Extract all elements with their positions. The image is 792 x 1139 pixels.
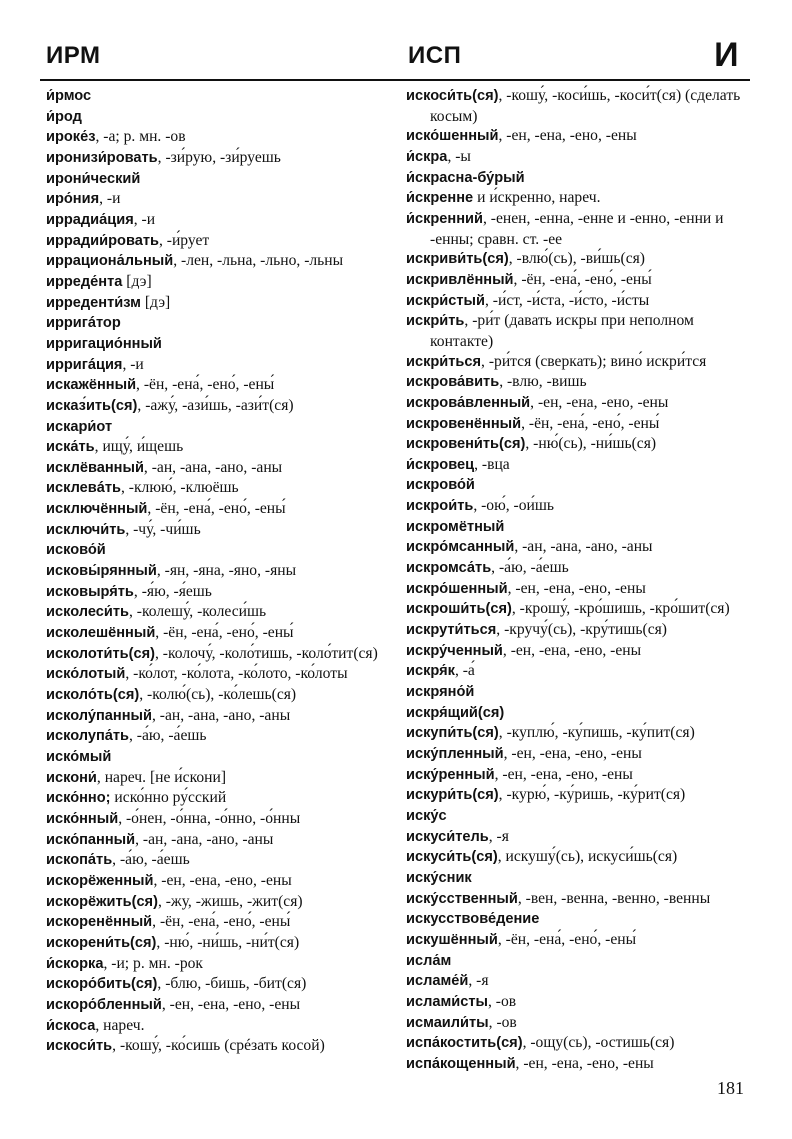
entry-forms: , -ан, -ана, -ано, -аны: [514, 538, 653, 556]
entry-headword: иско́панный: [46, 831, 136, 848]
dictionary-entry: [46, 706, 398, 727]
entry-forms: , искушу́(сь), искуси́шь(ся): [497, 848, 678, 866]
entry-headword: искорени́ть(ся): [46, 934, 157, 951]
dictionary-entry: [46, 293, 398, 314]
dictionary-entry: [406, 661, 758, 682]
dictionary-entry: [406, 868, 758, 889]
dictionary-entry: [46, 726, 398, 747]
entry-headword: ископа́ть: [46, 852, 113, 869]
dictionary-entry: [46, 809, 398, 830]
header-rule: [40, 79, 750, 81]
entry-forms: , -ен, -ена, -ено, -ены: [498, 127, 637, 145]
entry-forms: , нареч.: [95, 1016, 145, 1034]
dictionary-entry: [46, 375, 398, 396]
entry-headword: искари́от: [46, 418, 113, 435]
entry-headword: искря́к: [406, 663, 455, 680]
dictionary-entry: [46, 830, 398, 851]
dictionary-entry: [46, 189, 398, 210]
entry-headword: иску́пленный: [406, 746, 504, 762]
entry-headword: иро́ния: [46, 191, 100, 208]
entry-headword: и́скренний: [406, 210, 483, 227]
entry-headword: искуси́ть(ся): [406, 849, 498, 866]
dictionary-entry: [46, 623, 398, 644]
running-header: [40, 38, 747, 76]
entry-headword: исколупа́ть: [46, 728, 129, 745]
entry-forms: , -вца: [474, 455, 510, 473]
dictionary-entry: [46, 912, 398, 933]
entry-headword: ирони́ческий: [46, 170, 141, 187]
entry-headword: и́род: [46, 108, 82, 125]
entry-forms: , -ен, -ена, -ено, -ены: [494, 765, 633, 783]
dictionary-entry: [46, 954, 398, 975]
dictionary-entry: [46, 561, 398, 582]
entry-forms: , -о́нен, -о́нна, -о́нно, -о́нны: [118, 809, 301, 827]
dictionary-entry: [406, 785, 758, 806]
entry-headword: иронизи́ровать: [46, 149, 158, 166]
entry-forms: , -ен, -ена, -ено, -ены: [530, 393, 669, 411]
entry-headword: искри́ться: [406, 353, 482, 370]
dictionary-entry: [406, 930, 758, 951]
dictionary-entry: [406, 558, 758, 579]
entry-headword: иска́ть: [46, 439, 95, 456]
entry-forms: , -жу, -жишь, -жит(ся): [157, 892, 303, 910]
dictionary-entry: [46, 313, 398, 334]
entry-headword: искриви́ть(ся): [406, 251, 509, 268]
entry-forms: , -ен, -ена, -ено, -ены: [503, 745, 642, 762]
dictionary-entry: [406, 992, 758, 1013]
entry-forms: , -а́ю, -а́ешь: [491, 559, 569, 577]
dictionary-entry: [406, 291, 758, 312]
entry-headword: исковы́рянный: [46, 563, 157, 580]
dictionary-entry: [46, 788, 398, 809]
entry-forms: , -я: [488, 827, 509, 845]
entry-forms: , -блю, -бишь, -бит(ся): [157, 975, 307, 993]
dictionary-entry: [46, 148, 398, 169]
dictionary-entry: [46, 933, 398, 954]
entry-headword: исмаили́ты: [406, 1014, 489, 1031]
entry-forms: , -чу́, -чи́шь: [125, 520, 201, 538]
entry-forms: , -куплю́, -ку́пишь, -ку́пит(ся): [498, 724, 695, 742]
entry-forms: , -ов: [487, 992, 517, 1010]
entry-headword: исково́й: [46, 542, 106, 559]
entry-forms: , -ощу(сь), -остишь(ся): [522, 1034, 675, 1052]
entry-forms: , -и: [133, 210, 156, 228]
dictionary-entry: [46, 520, 398, 541]
entry-headword: и́скровец: [406, 456, 475, 473]
entry-forms: , -зи́рую, -зи́руешь: [157, 148, 281, 166]
entry-forms: , -ажу́, -ази́шь, -ази́т(ся): [137, 396, 294, 414]
dictionary-entry: [46, 396, 398, 417]
entry-forms: , -енен, -енна, -енне и -енно, -енни и -енны; сравн. ст. -ее: [430, 209, 724, 248]
entry-forms: , -колочу́, -коло́тишь, -коло́тит(ся): [154, 644, 378, 662]
entry-headword: искровенённый: [406, 415, 522, 432]
entry-headword: и́рмос: [46, 88, 92, 104]
entry-forms: , -ри́тся (сверкать); вино́ искри́тся: [481, 352, 707, 370]
dictionary-entry: [406, 209, 758, 249]
dictionary-entry: [406, 537, 758, 558]
entry-headword: искрово́й: [406, 477, 475, 494]
entry-headword: иско́нный: [46, 810, 119, 827]
entry-forms: , -влю́(сь), -ви́шь(ся): [508, 250, 645, 268]
header-last-word: ИСП: [408, 42, 462, 69]
dictionary-entry: [46, 334, 398, 355]
entry-forms: [дэ]: [140, 293, 171, 311]
entry-headword: искрова́вленный: [406, 394, 531, 411]
entry-headword: искроши́ть(ся): [406, 601, 512, 618]
entry-forms: , -ён, -ена́, -ено́, -ены́: [521, 414, 660, 432]
entry-forms: , -ён, -ена́, -ено́, -ены́: [497, 930, 637, 948]
dictionary-entry: [46, 458, 398, 479]
dictionary-entry: [406, 126, 758, 147]
entry-headword: ирреденти́зм: [46, 294, 141, 311]
entry-forms: , -ан, -ана, -ано, -аны: [135, 830, 274, 848]
entry-headword: иско́мый: [46, 749, 112, 765]
entry-forms: , -ов: [488, 1013, 517, 1031]
entry-headword: исклевáть: [46, 480, 121, 497]
entry-forms: , -кошу́, -коси́шь, -коси́т(ся) (сделать косым): [430, 87, 741, 125]
dictionary-entry: [46, 974, 398, 995]
entry-headword: испа́костить(ся): [406, 1035, 523, 1052]
entry-headword: испа́кощенный: [406, 1055, 516, 1072]
dictionary-entry: [406, 434, 758, 455]
dictionary-entry: [46, 251, 398, 272]
dictionary-entry: [46, 850, 398, 871]
dictionary-entry: [46, 437, 398, 458]
entry-headword: исключи́ть: [46, 521, 126, 538]
entry-headword: ирригáция: [46, 356, 123, 373]
dictionary-entry: [406, 249, 758, 270]
entry-headword: иррадиа́ция: [46, 211, 134, 228]
entry-headword: ирреде́нта: [46, 273, 123, 290]
entry-headword: иррадии́ровать: [46, 232, 159, 249]
entry-forms: , -колешу́, -колеси́шь: [128, 603, 267, 621]
dictionary-entry: [46, 272, 398, 293]
entry-forms: , -ен, -ена, -ено, -ены: [507, 579, 646, 597]
entry-forms: , -ко́лот, -ко́лота, -ко́лото, -ко́лоты: [125, 665, 348, 683]
dictionary-entry: [46, 169, 398, 190]
entry-headword: искaжённый: [46, 377, 137, 394]
dictionary-entry: [406, 682, 758, 703]
entry-forms: , -а́ю, -а́ешь: [112, 851, 190, 869]
entry-headword: исколеси́ть: [46, 604, 129, 621]
entry-headword: искорёженный: [46, 872, 154, 889]
entry-headword: исклёванный: [46, 459, 144, 476]
dictionary-entry: [406, 765, 758, 786]
left-column: [46, 86, 398, 1057]
dictionary-entry: [406, 1033, 758, 1054]
entry-headword: искряно́й: [406, 684, 475, 701]
dictionary-entry: [406, 744, 758, 765]
dictionary-entry: [46, 107, 398, 128]
dictionary-entry: [46, 768, 398, 789]
entry-headword: искони́: [46, 769, 97, 786]
entry-forms: , -крошу́, -кро́шишь, -кро́шит(ся): [511, 600, 730, 618]
entry-headword: иско́нно;: [46, 790, 111, 807]
entry-forms: иско́нно ру́сский: [110, 789, 227, 807]
entry-forms: , -и́ст, -и́ста, -и́сто, -и́сты: [484, 291, 650, 309]
dictionary-entry: [406, 1013, 758, 1034]
entry-forms: , -курю́, -ку́ришь, -ку́рит(ся): [498, 786, 686, 804]
entry-forms: , -а́ю, -а́ешь: [129, 727, 207, 745]
dictionary-entry: [406, 579, 758, 600]
dictionary-entry: [406, 311, 758, 351]
dictionary-entry: [46, 1016, 398, 1037]
entry-headword: иску́ренный: [406, 766, 495, 783]
entry-headword: исковыря́ть: [46, 583, 134, 600]
dictionary-entry: [46, 1036, 398, 1057]
entry-forms: , -лен, -льна, -льно, -льны: [173, 252, 344, 270]
entry-headword: искупи́ть(ся): [406, 725, 499, 742]
dictionary-entry: [406, 188, 758, 209]
dictionary-entry: [406, 270, 758, 291]
entry-forms: , -и; р. мн. -рок: [103, 954, 203, 972]
dictionary-entry: [406, 393, 758, 414]
dictionary-entry: [46, 86, 398, 107]
dictionary-entry: [46, 582, 398, 603]
dictionary-entry: [406, 599, 758, 620]
dictionary-entry: [46, 602, 398, 623]
entry-headword: ирригацио́нный: [46, 335, 162, 352]
entry-headword: иску́сник: [406, 869, 472, 886]
entry-headword: искрова́вить: [406, 374, 500, 391]
entry-forms: , -кручу́(сь), -кру́тишь(ся): [496, 621, 668, 639]
entry-headword: искро́мсанный: [406, 539, 515, 556]
dictionary-entry: [46, 540, 398, 561]
entry-headword: искушённый: [406, 931, 498, 948]
dictionary-entry: [406, 168, 758, 189]
entry-headword: искуси́тель: [406, 828, 489, 845]
entry-headword: искоро́бленный: [46, 996, 162, 1013]
entry-headword: искри́стый: [406, 292, 485, 309]
entry-forms: , -ён, -ена́, -ено́, -ены́: [152, 913, 291, 931]
entry-forms: , -ою́, -ои́шь: [473, 497, 554, 515]
entry-forms: , -а; р. мн. -ов: [95, 128, 186, 146]
entry-headword: и́скра: [406, 148, 448, 165]
entry-forms: , -колю́(сь), -ко́лешь(ся): [139, 686, 297, 704]
entry-forms: , -ри́т (давать искры при неполном контакте): [430, 312, 694, 350]
dictionary-entry: [406, 971, 758, 992]
entry-headword: исколешённый: [46, 625, 156, 642]
entry-headword: искровени́ть(ся): [406, 436, 526, 453]
entry-forms: , -и: [99, 190, 121, 208]
dictionary-entry: [46, 499, 398, 520]
entry-forms: , -а́: [454, 662, 475, 680]
entry-forms: , -ан, -ана, -ано, -аны: [143, 458, 283, 476]
entry-headword: и́скренне: [406, 190, 474, 207]
entry-forms: , -ен, -ена, -ено, -ены: [153, 871, 292, 889]
dictionary-entry: [46, 644, 398, 665]
entry-forms: , -ан, -ана, -ано, -аны: [151, 706, 291, 724]
entry-headword: искривлённый: [406, 271, 514, 288]
entry-headword: и́скрасна-бу́рый: [406, 169, 525, 186]
entry-headword: искорёжить(ся): [46, 893, 158, 910]
dictionary-entry: [46, 871, 398, 892]
entry-headword: и́скоса: [46, 1017, 96, 1034]
dictionary-entry: [46, 417, 398, 438]
dictionary-entry: [406, 641, 758, 662]
dictionary-entry: [406, 909, 758, 930]
dictionary-entry: [46, 664, 398, 685]
entry-forms: , -кошу́, -ко́сишь (срéзать косой): [112, 1037, 325, 1055]
entry-headword: искури́ть(ся): [406, 787, 499, 804]
entry-headword: искря́щий(ся): [406, 704, 505, 721]
entry-headword: искромса́ть: [406, 560, 492, 577]
entry-headword: искру́ченный: [406, 642, 503, 659]
entry-headword: иску́с: [406, 807, 447, 824]
dictionary-entry: [46, 478, 398, 499]
entry-headword: исла́м: [406, 952, 452, 969]
entry-headword: ирригáтор: [46, 315, 121, 332]
header-first-word: ИРМ: [46, 42, 101, 69]
entry-headword: исколоти́ть(ся): [46, 645, 155, 662]
page-number: 181: [717, 1078, 744, 1098]
dictionary-entry: [406, 496, 758, 517]
entry-headword: искромётный: [406, 518, 505, 535]
entry-forms: , -клюю́, -клюёшь: [120, 479, 239, 497]
entry-headword: искусствове́дение: [406, 911, 540, 928]
entry-headword: исколу́панный: [46, 707, 152, 724]
entry-headword: искоренённый: [46, 914, 153, 931]
entry-headword: искри́ть: [406, 313, 465, 330]
entry-headword: исказ́ить(ся): [46, 397, 138, 414]
entry-forms: , -я́ю, -я́ешь: [133, 582, 212, 600]
entry-forms: , -вен, -венна, -венно, -венны: [517, 889, 711, 907]
dictionary-entry: [406, 1054, 758, 1075]
dictionary-entry: [46, 995, 398, 1016]
entry-headword: и́скорка: [46, 955, 104, 972]
right-column: [406, 86, 758, 1075]
dictionary-entry: [406, 847, 758, 868]
entry-headword: иско́шенный: [406, 128, 499, 145]
dictionary-entry: [406, 147, 758, 168]
entry-headword: исколо́ть(ся): [46, 687, 140, 704]
entry-forms: , -ён, -ена́, -ено́, -ены́: [513, 270, 652, 288]
entry-headword: искоси́ть: [46, 1038, 113, 1055]
entry-forms: , -и́рует: [158, 231, 210, 249]
entry-headword: ироке́з: [46, 129, 96, 146]
entry-forms: , -ён, -ена́, -ено́, -ены́: [147, 500, 286, 518]
entry-forms: , -я: [468, 972, 489, 990]
entry-headword: ислами́сты: [406, 993, 488, 1010]
entry-headword: исламе́й: [406, 973, 469, 990]
entry-headword: иррациона́льный: [46, 253, 174, 270]
dictionary-entry: [406, 475, 758, 496]
entry-headword: иско́лотый: [46, 666, 126, 683]
dictionary-entry: [406, 703, 758, 724]
dictionary-entry: [46, 892, 398, 913]
dictionary-entry: [406, 352, 758, 373]
dictionary-entry: [46, 231, 398, 252]
dictionary-entry: [406, 951, 758, 972]
dictionary-entry: [406, 455, 758, 476]
entry-headword: искоси́ть(ся): [406, 88, 499, 104]
dictionary-entry: [46, 210, 398, 231]
dictionary-entry: [406, 827, 758, 848]
dictionary-entry: [46, 685, 398, 706]
entry-headword: искоро́бить(ся): [46, 976, 158, 993]
dictionary-entry: [406, 86, 758, 126]
entry-forms: , -и: [122, 355, 144, 373]
header-section-letter: И: [714, 36, 739, 74]
dictionary-entry: [406, 723, 758, 744]
entry-forms: [дэ]: [122, 272, 152, 290]
entry-headword: исключённый: [46, 501, 148, 518]
entry-headword: искрути́ться: [406, 622, 497, 639]
entry-headword: искро́шенный: [406, 580, 508, 597]
entry-forms: , -ен, -ена, -ено, -ены: [161, 995, 301, 1013]
dictionary-entry: [46, 747, 398, 768]
entry-forms: , ищу́, и́щешь: [94, 438, 184, 456]
dictionary-entry: [406, 806, 758, 827]
dictionary-entry: [46, 127, 398, 148]
entry-forms: , -ен, -ена, -ено, -ены: [502, 641, 642, 659]
entry-forms: , -ян, -яна, -яно, -яны: [156, 562, 297, 580]
entry-forms: , -влю, -вишь: [499, 373, 587, 391]
entry-forms: , -ню́(сь), -ни́шь(ся): [525, 435, 657, 453]
dictionary-entry: [406, 889, 758, 910]
entry-forms: , -ню́, -ни́шь, -ни́т(ся): [156, 933, 300, 951]
dictionary-entry: [406, 414, 758, 435]
dictionary-entry: [406, 620, 758, 641]
entry-forms: , -ен, -ена, -ено, -ены: [515, 1054, 654, 1072]
entry-headword: искрои́ть: [406, 498, 474, 515]
entry-forms: и и́скренно, нареч.: [473, 189, 601, 207]
entry-forms: , -ён, -ена́, -ено́, -ены́: [155, 624, 294, 642]
dictionary-entry: [406, 372, 758, 393]
entry-forms: , -ы: [447, 147, 471, 165]
entry-forms: , -ён, -ена́, -ено́, -ены́: [136, 376, 275, 394]
dictionary-entry: [406, 517, 758, 538]
dictionary-entry: [46, 355, 398, 376]
entry-headword: иску́сственный: [406, 890, 518, 907]
entry-forms: , нареч. [не и́скони]: [96, 768, 227, 786]
